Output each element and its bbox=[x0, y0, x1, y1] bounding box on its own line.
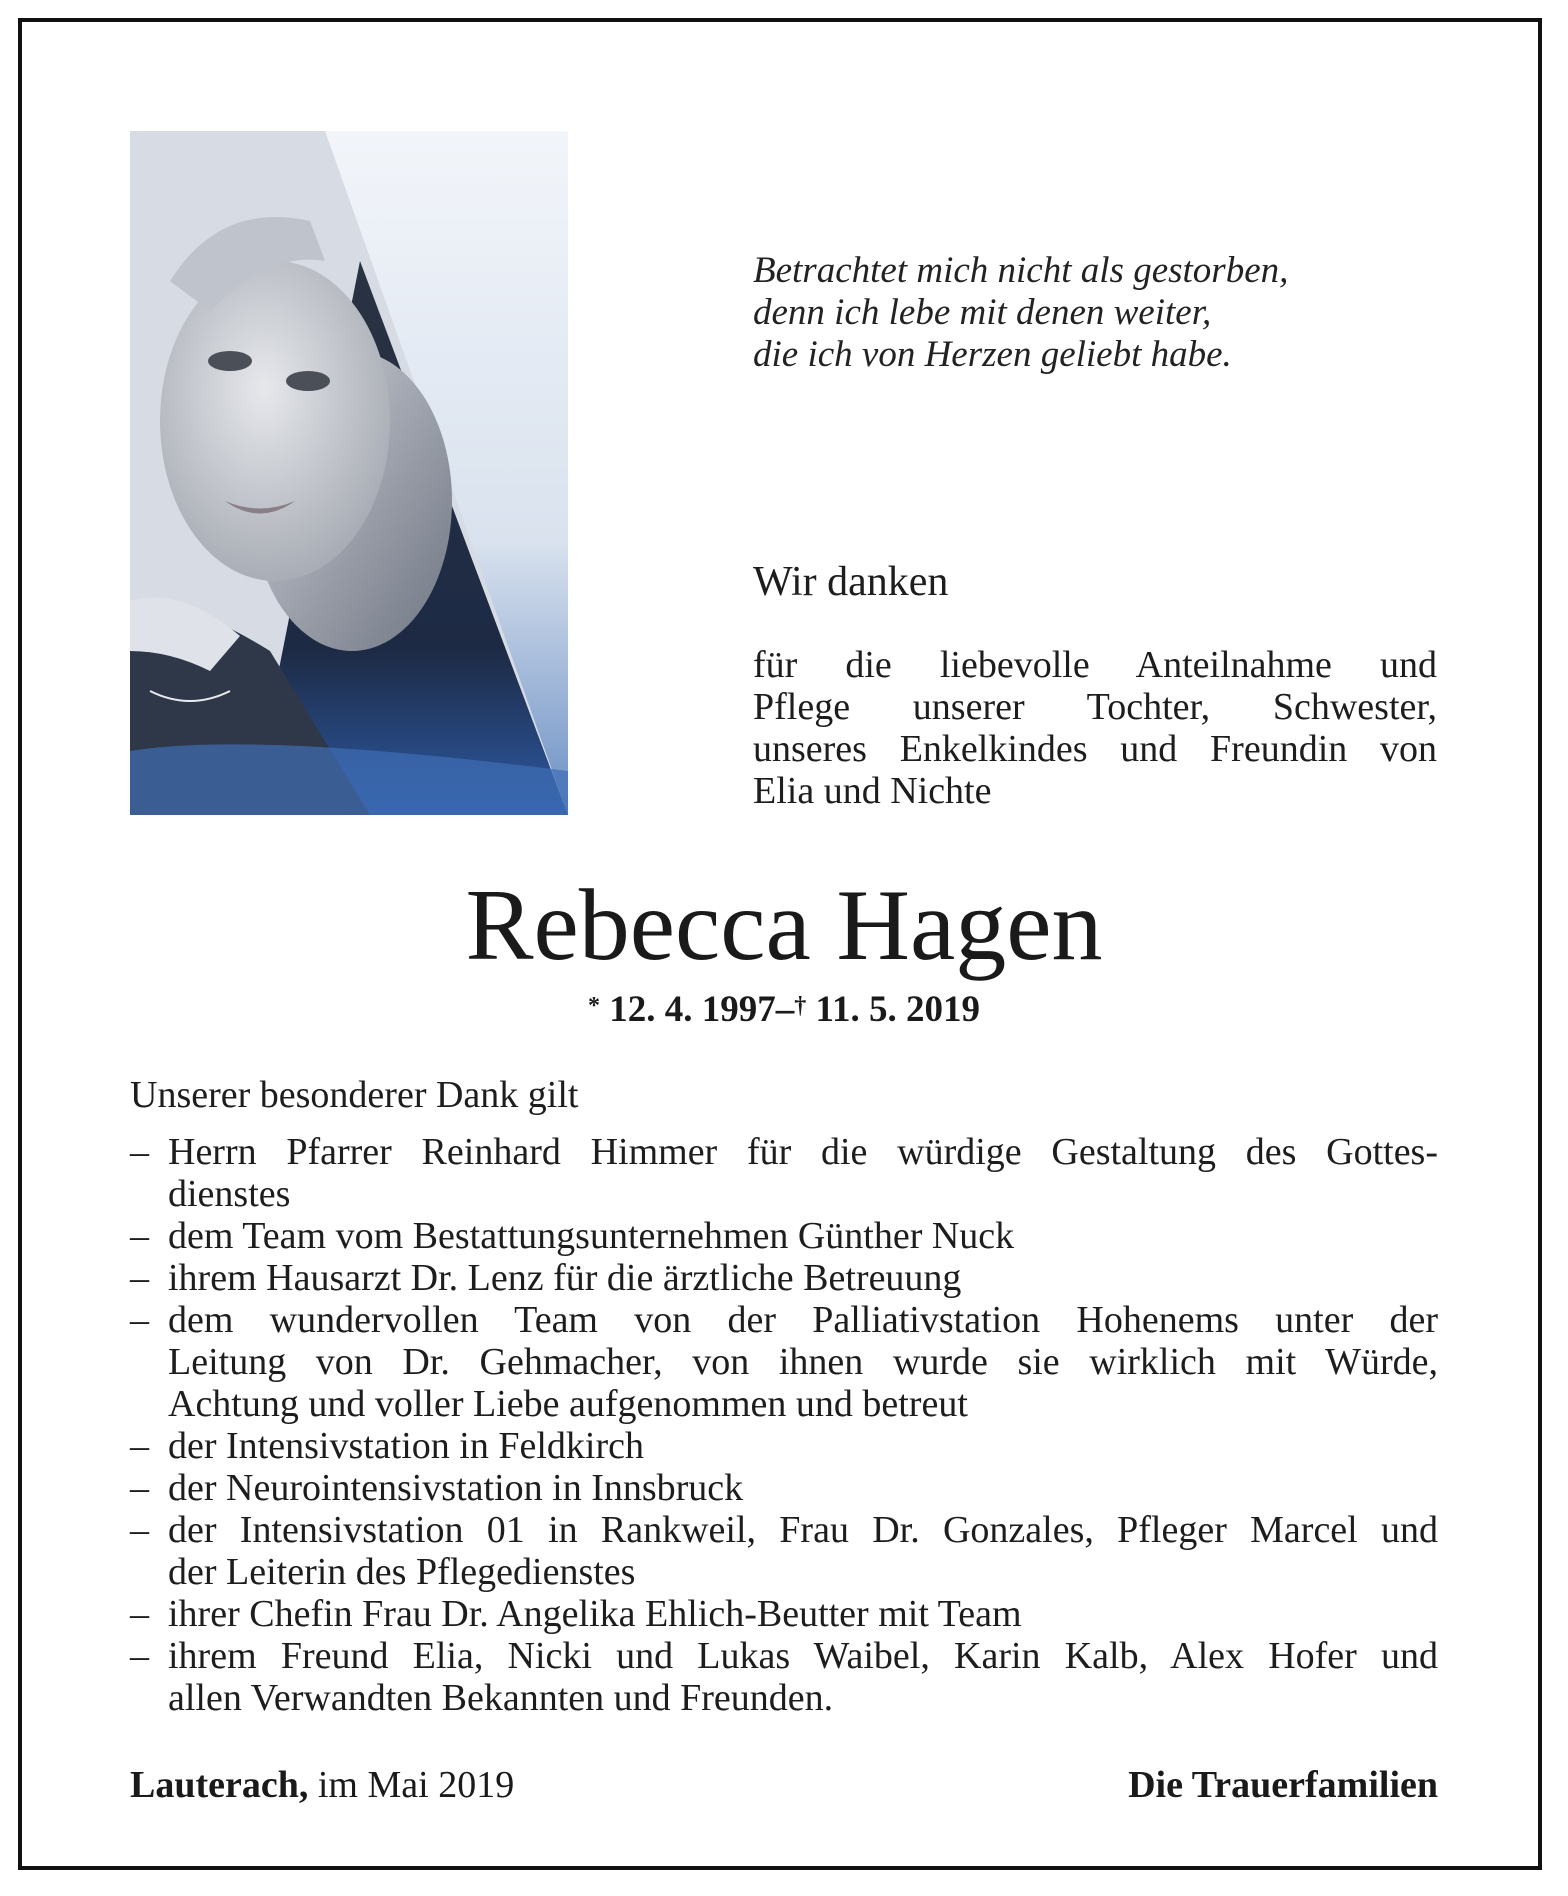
list-dash: – bbox=[130, 1299, 149, 1341]
list-dash: – bbox=[130, 1467, 149, 1509]
place-date bbox=[130, 1762, 514, 1808]
signature: Die Trauerfamilien bbox=[1128, 1764, 1438, 1806]
thanks-list-item bbox=[130, 1467, 1438, 1509]
quote-line: denn ich lebe mit denen weiter, bbox=[753, 292, 1212, 333]
thanks-list-line: ihrem Hausarzt Dr. Lenz für die ärztliche Betreuung bbox=[168, 1257, 962, 1299]
thanks-list-line: dienstes bbox=[168, 1173, 291, 1215]
thanks-line: für die liebevolle Anteilnahme und bbox=[753, 644, 1437, 686]
special-thanks-list bbox=[130, 1131, 1438, 1719]
thanks-list-line: der Neurointensivstation in Innsbruck bbox=[168, 1467, 744, 1509]
special-thanks-heading: Unserer besonderer Dank gilt bbox=[130, 1074, 579, 1116]
thanks-list-line: Achtung und voller Liebe aufgenommen und betreut bbox=[168, 1383, 968, 1425]
thanks-list-item bbox=[130, 1509, 1438, 1593]
death-symbol: † bbox=[794, 993, 807, 1019]
thanks-list-line: dem Team vom Bestattungsunternehmen Günther Nuck bbox=[168, 1215, 1015, 1257]
thanks-list-item bbox=[130, 1299, 1438, 1425]
thanks-list-line: der Intensivstation in Feldkirch bbox=[168, 1425, 644, 1467]
thanks-list-line: ihrem Freund Elia, Nicki und Lukas Waibel, Karin Kalb, Alex Hofer und bbox=[168, 1635, 1438, 1677]
thanks-list-line: Leitung von Dr. Gehmacher, von ihnen wurde sie wirklich mit Würde, bbox=[168, 1341, 1438, 1383]
thanks-list-line: dem wundervollen Team von der Palliativstation Hohenems unter der bbox=[168, 1299, 1438, 1341]
date-separator: – bbox=[775, 989, 795, 1030]
list-dash: – bbox=[130, 1215, 149, 1257]
memorial-quote bbox=[753, 250, 1288, 376]
list-dash: – bbox=[130, 1257, 149, 1299]
thanks-list-line: der Leiterin des Pflegedienstes bbox=[168, 1551, 636, 1593]
thanks-list-line: allen Verwandten Bekannten und Freunden. bbox=[168, 1677, 834, 1719]
place: Lauterach, bbox=[130, 1764, 309, 1806]
thanks-list-item bbox=[130, 1593, 1438, 1635]
date: im Mai 2019 bbox=[317, 1764, 515, 1806]
thanks-line: Elia und Nichte bbox=[753, 770, 992, 812]
portrait-photo bbox=[130, 131, 568, 815]
life-dates bbox=[0, 987, 1568, 1033]
thanks-heading: Wir danken bbox=[753, 559, 949, 605]
list-dash: – bbox=[130, 1635, 149, 1677]
birth-symbol: * bbox=[588, 993, 601, 1019]
thanks-list-item bbox=[130, 1425, 1438, 1467]
quote-line: Betrachtet mich nicht als gestorben, bbox=[753, 250, 1289, 291]
thanks-list-line: ihrer Chefin Frau Dr. Angelika Ehlich-Beutter mit Team bbox=[168, 1593, 1022, 1635]
list-dash: – bbox=[130, 1425, 149, 1467]
thanks-text bbox=[753, 644, 1437, 812]
thanks-line: unseres Enkelkindes und Freundin von bbox=[753, 728, 1437, 770]
thanks-line: Pflege unserer Tochter, Schwester, bbox=[753, 686, 1437, 728]
thanks-list-line: Herrn Pfarrer Reinhard Himmer für die würdige Gestaltung des Gottes- bbox=[168, 1131, 1438, 1173]
list-dash: – bbox=[130, 1593, 149, 1635]
list-dash: – bbox=[130, 1131, 149, 1173]
thanks-list-item bbox=[130, 1215, 1438, 1257]
list-dash: – bbox=[130, 1509, 149, 1551]
death-date: 11. 5. 2019 bbox=[815, 989, 980, 1030]
thanks-list-line: der Intensivstation 01 in Rankweil, Frau Dr. Gonzales, Pfleger Marcel und bbox=[168, 1509, 1438, 1551]
thanks-list-item bbox=[130, 1131, 1438, 1215]
deceased-name: Rebecca Hagen bbox=[465, 869, 1103, 982]
thanks-list-item bbox=[130, 1635, 1438, 1719]
thanks-list-item bbox=[130, 1257, 1438, 1299]
birth-date: 12. 4. 1997 bbox=[609, 989, 776, 1030]
quote-line: die ich von Herzen geliebt habe. bbox=[753, 334, 1232, 375]
